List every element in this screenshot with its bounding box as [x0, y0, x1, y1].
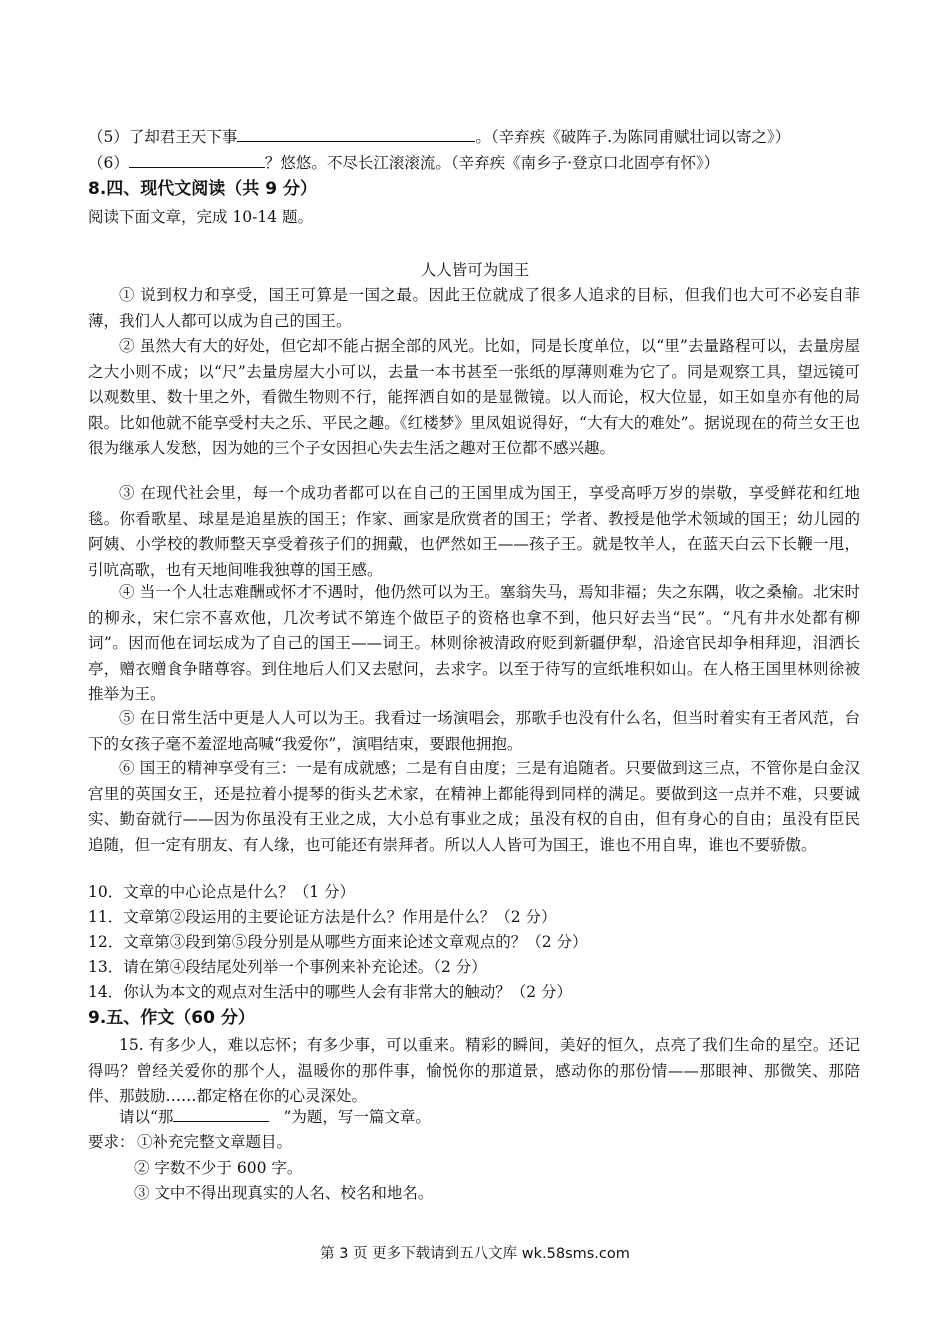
fill-blank-5-suffix: 。（辛弃疾《破阵子.为陈同甫赋壮词以寄之》） — [475, 128, 791, 146]
essay-title-instruction — [119, 1104, 431, 1130]
essay-title-prefix: 请以“那 — [119, 1108, 174, 1126]
question-10: 10．文章的中心论点是什么？（1 分） — [88, 883, 356, 901]
essay-title-suffix: ”为题，写一篇文章。 — [283, 1108, 431, 1126]
requirements-label: 要求： — [88, 1133, 135, 1151]
fill-blank-6-suffix: ？悠悠。不尽长江滚滚流。（辛弃疾《南乡子·登京口北固亭有怀》） — [264, 154, 720, 172]
question-13: 13．请在第④段结尾处列举一个事例来补充论述。（2 分） — [88, 958, 487, 976]
article-paragraph-3: ③ 在现代社会里，每一个成功者都可以在自己的王国里成为国王，享受高呼万岁的崇敬，享受鲜花和红地毯。你看歌星、球星是追星族的国王；作家、画家是欣赏者的国王；学者、教授是他学术领域的国王；幼儿园的阿姨、小学校的教师整天享受着孩子们的拥戴，也俨然如王——孩子王。就是牧羊人，在蓝天白云下长鞭一甩，引吭高歌，也有天地间唯我独尊的国王感。 — [88, 484, 860, 579]
article-paragraph-5: ⑤ 在日常生活中更是人人可以为王。我看过一场演唱会，那歌手也没有什么名，但当时着实有王者风范，台下的女孩子毫不羞涩地高喊“我爱你”，演唱结束，要跟他拥抱。 — [88, 709, 860, 753]
essay-prompt: 15. 有多少人，难以忘怀；有多少事，可以重来。精彩的瞬间，美好的恒久，点亮了我们生命的星空。还记得吗？曾经关爱你的那个人，温暖你的那件事，愉悦你的那道景，感动你的那份情——那眼神、那微笑、那陪伴、那鼓励……都定格在你的心灵深处。 — [88, 1036, 860, 1106]
requirement-2: ② 字数不少于 600 字。 — [134, 1159, 303, 1177]
section-5-heading: 9.五、作文（60 分） — [88, 1008, 255, 1028]
requirement-1: ①补充完整文章题目。 — [137, 1133, 293, 1151]
article-paragraph-4: ④ 当一个人壮志难酬或怀才不遇时，他仍然可以为王。塞翁失马，焉知非福；失之东隅，收之桑榆。北宋时的柳永，宋仁宗不喜欢他，几次考试不第连个做臣子的资格也拿不到，他只好去当“民”。“凡有井水处都有柳词”。因而他在词坛成为了自己的国王——词王。林则徐被清政府贬到新疆伊犁，沿途官民却争相拜迎，泪洒长亭，赠衣赠食争睹尊容。到住地后人们又去慰问，去求字。以至于待写的宣纸堆积如山。在人格王国里林则徐被推举为王。 — [88, 583, 860, 704]
fill-blank-5 — [88, 124, 790, 150]
page-footer: 第 3 页 更多下载请到五八文库 wk.58sms.com — [320, 1246, 630, 1262]
answer-blank-5[interactable] — [237, 125, 475, 142]
fill-blank-5-prefix: （5）了却君王天下事 — [88, 128, 238, 146]
question-11: 11．文章第②段运用的主要论证方法是什么？作用是什么？（2 分） — [88, 908, 557, 926]
article-paragraph-6: ⑥ 国王的精神享受有三：一是有成就感；二是有自由度；三是有追随者。只要做到这三点，不管你是白金汉宫里的英国女王，还是拉着小提琴的街头艺术家，在精神上都能得到同样的满足。要做到这一点并不难，只要诚实、勤奋就行——因为你虽没有王业之成，大小总有事业之成；虽没有权的自由，但有身心的自由；虽没有臣民追随，但一定有朋友、有人缘，也可能还有崇拜者。所以人人皆可为国王，谁也不用自卑，谁也不要骄傲。 — [88, 759, 860, 854]
reading-instruction: 阅读下面文章，完成 10-14 题。 — [88, 208, 314, 226]
requirement-3: ③ 文中不得出现真实的人名、校名和地名。 — [134, 1184, 434, 1202]
question-14: 14．你认为本文的观点对生活中的哪些人会有非常大的触动？（2 分） — [88, 983, 573, 1001]
answer-blank-6[interactable] — [129, 151, 265, 168]
fill-blank-6 — [88, 150, 719, 176]
article-paragraph-2: ② 虽然大有大的好处，但它却不能占据全部的风光。比如，同是长度单位，以“里”去量路程可以，去量房屋之大小则不成；以“尺”去量房屋大小可以，去量一本书甚至一张纸的厚薄则难为它了。同是观察工具，望远镜可以观数里、数十里之外，看微生物则不行，能挥洒自如的是显微镜。以人而论，权大位显，如王如皇亦有他的局限。比如他就不能享受村夫之乐、平民之趣。《红楼梦》里凤姐说得好，“大有大的难处”。据说现在的荷兰女王也很为继承人发愁，因为她的三个子女因担心失去生活之趣对王位都不感兴趣。 — [88, 337, 860, 458]
section-4-heading: 8.四、现代文阅读（共 9 分） — [88, 179, 317, 199]
article-paragraph-1: ① 说到权力和享受，国王可算是一国之最。因此王位就成了很多人追求的目标，但我们也大可不必妄自菲薄，我们人人都可以成为自己的国王。 — [88, 286, 860, 330]
fill-blank-6-prefix: （6） — [88, 154, 129, 172]
essay-title-blank[interactable] — [173, 1105, 269, 1122]
question-12: 12．文章第③段到第⑤段分别是从哪些方面来论述文章观点的？（2 分） — [88, 933, 588, 951]
article-title: 人人皆可为国王 — [420, 261, 530, 279]
